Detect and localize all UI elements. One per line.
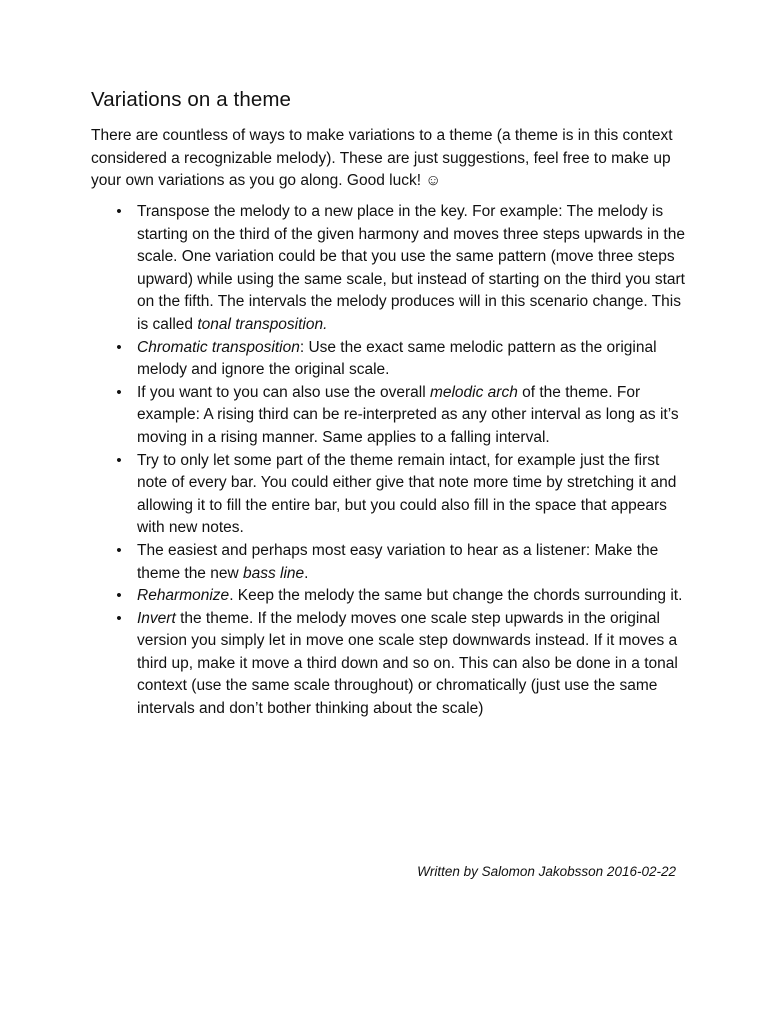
bullet-icon: • xyxy=(116,541,122,559)
list-item xyxy=(91,201,691,337)
bullet-icon: • xyxy=(116,587,122,605)
list-item-text: The easiest and perhaps most easy variation to hear as a listener: Make the theme the new xyxy=(137,541,659,582)
list-item xyxy=(91,608,691,721)
list-item-text: Try to only let some part of the theme remain intact, for example just the first note of every bar. You could either give that note more time by stretching it and allowing it to fill the entire bar, but you could also fill in the space that appears with new notes. xyxy=(137,451,677,537)
list-item-emphasis: Reharmonize xyxy=(137,587,230,605)
list-item-text: . Keep the melody the same but change the chords surrounding it. xyxy=(229,587,683,605)
bullet-icon: • xyxy=(116,609,122,627)
list-item xyxy=(91,337,691,382)
list-item-emphasis: melodic arch xyxy=(429,383,518,401)
bullet-icon: • xyxy=(116,338,122,356)
author-signature: Written by Salomon Jakobsson 2016-02-22 xyxy=(417,864,676,879)
list-item-text: the theme. If the melody moves one scale step upwards in the original version you simply let in move one scale step downwards instead. If it moves a third up, make it move a third down and so on. This can also be done in a tonal context (use the same scale throughout) or chromatically (just use the same intervals and don’t bother thinking about the scale) xyxy=(137,609,678,718)
list-item-emphasis: bass line xyxy=(242,564,305,582)
list-item xyxy=(91,382,691,450)
list-item-text: . xyxy=(304,564,309,582)
list-item-text: of the theme. For example: A rising third can be re-interpreted as any other interval as long as it’s moving in a rising manner. Same applies to a falling interval. xyxy=(137,383,679,446)
list-item xyxy=(91,450,691,540)
list-item-emphasis: tonal transposition. xyxy=(197,315,328,333)
list-item xyxy=(91,540,691,585)
list-item-text: If you want to you can also use the overall xyxy=(137,383,430,401)
list-item-emphasis: Chromatic transposition xyxy=(137,338,300,356)
bullet-icon: • xyxy=(116,451,122,469)
list-item-text: : Use the exact same melodic pattern as the original melody and ignore the original scale. xyxy=(137,338,657,379)
list-item-emphasis: Invert xyxy=(137,609,176,627)
list-item-text: Transpose the melody to a new place in the key. For example: The melody is starting on the third of the given harmony and moves three steps upwards in the scale. One variation could be that you use the same pattern (move three steps upward) while using the same scale, but instead of starting on the third you start on the fifth. The intervals the melody produces will in this scenario change. This is called xyxy=(137,203,685,333)
variations-list xyxy=(91,201,691,721)
list-item xyxy=(91,585,691,608)
bullet-icon: • xyxy=(116,383,122,401)
bullet-icon: • xyxy=(116,203,122,220)
intro-paragraph: There are countless of ways to make variations to a theme (a theme is in this context considered a recognizable melody). These are just suggestions, feel free to make up your own variations as you go along. Good luck! ☺ xyxy=(91,127,673,190)
page-title: Variations on a theme xyxy=(91,88,292,111)
